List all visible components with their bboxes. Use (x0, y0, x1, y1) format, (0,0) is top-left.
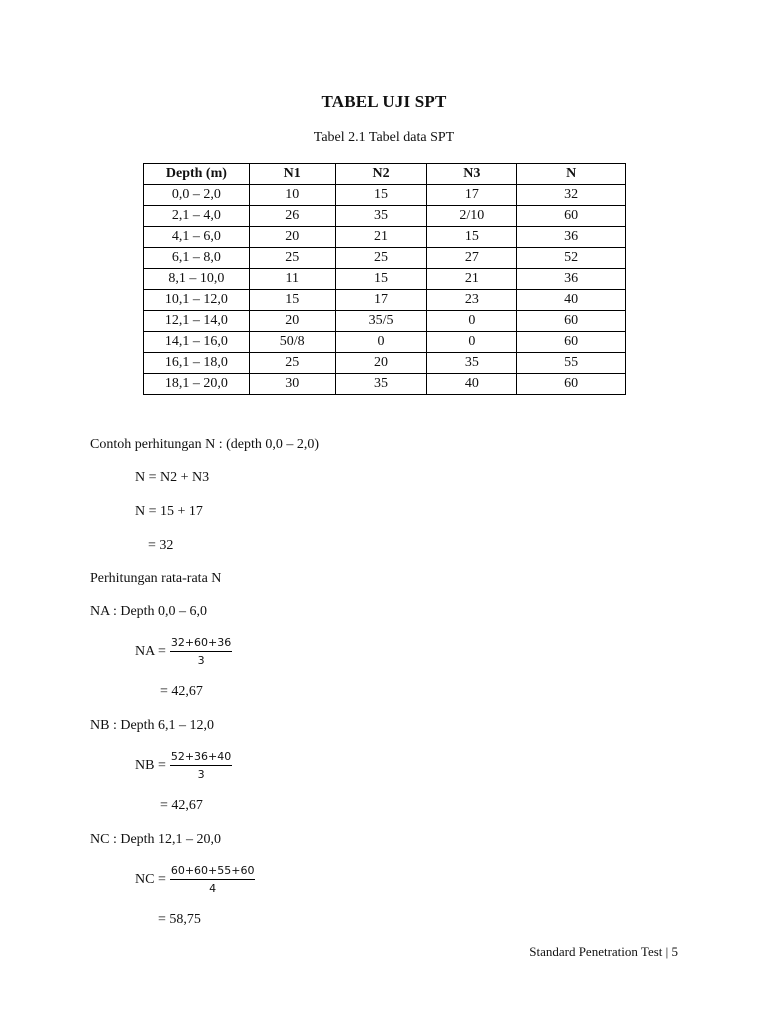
cell-n: 40 (517, 290, 626, 311)
table-body (144, 185, 626, 395)
na-result: = 42,67 (160, 684, 203, 699)
cell-n1: 30 (249, 374, 335, 395)
cell-n3: 0 (427, 311, 517, 332)
na-denominator: 3 (197, 654, 205, 667)
cell-n3: 21 (427, 269, 517, 290)
cell-depth: 0,0 – 2,0 (144, 185, 250, 206)
na-numerator: 32+60+36 (170, 636, 232, 652)
nb-lhs: NB = (135, 757, 166, 773)
nc-numerator: 60+60+55+60 (170, 864, 256, 880)
page-title: TABEL UJI SPT (321, 92, 447, 111)
cell-depth: 12,1 – 14,0 (144, 311, 250, 332)
cell-depth: 2,1 – 4,0 (144, 206, 250, 227)
table-row (144, 227, 626, 248)
header-depth: Depth (m) (144, 164, 250, 185)
cell-n1: 25 (249, 353, 335, 374)
example-formula: N = N2 + N3 (135, 470, 210, 485)
header-n1: N1 (249, 164, 335, 185)
cell-n2: 35 (335, 374, 427, 395)
page-footer: Standard Penetration Test | 5 (529, 944, 678, 959)
nc-denominator: 4 (209, 882, 217, 895)
table-row (144, 353, 626, 374)
table-row (144, 374, 626, 395)
cell-n2: 35/5 (335, 311, 427, 332)
table-caption: Tabel 2.1 Tabel data SPT (313, 130, 455, 145)
cell-n2: 21 (335, 227, 427, 248)
cell-n1: 15 (249, 290, 335, 311)
header-n: N (517, 164, 626, 185)
cell-n: 60 (517, 332, 626, 353)
table-header-row (144, 164, 626, 185)
nb-result: = 42,67 (160, 798, 203, 813)
cell-n2: 20 (335, 353, 427, 374)
cell-n3: 2/10 (427, 206, 517, 227)
table-row (144, 206, 626, 227)
na-label: NA : Depth 0,0 – 6,0 (90, 604, 208, 619)
cell-n: 60 (517, 206, 626, 227)
cell-depth: 10,1 – 12,0 (144, 290, 250, 311)
cell-depth: 14,1 – 16,0 (144, 332, 250, 353)
spt-data-table (143, 163, 626, 395)
table-row (144, 269, 626, 290)
cell-n3: 17 (427, 185, 517, 206)
cell-n1: 20 (249, 227, 335, 248)
cell-n1: 10 (249, 185, 335, 206)
cell-n3: 40 (427, 374, 517, 395)
cell-n: 52 (517, 248, 626, 269)
cell-depth: 18,1 – 20,0 (144, 374, 250, 395)
cell-n2: 15 (335, 269, 427, 290)
cell-n2: 0 (335, 332, 427, 353)
cell-n2: 15 (335, 185, 427, 206)
table-row (144, 248, 626, 269)
cell-n: 60 (517, 311, 626, 332)
cell-n: 55 (517, 353, 626, 374)
cell-n3: 35 (427, 353, 517, 374)
nb-numerator: 52+36+40 (170, 750, 232, 766)
nb-fraction (170, 750, 232, 781)
cell-depth: 6,1 – 8,0 (144, 248, 250, 269)
table-row (144, 185, 626, 206)
cell-n: 32 (517, 185, 626, 206)
na-lhs: NA = (135, 643, 166, 659)
nb-denominator: 3 (197, 768, 205, 781)
cell-depth: 4,1 – 6,0 (144, 227, 250, 248)
example-result: = 32 (148, 538, 174, 553)
cell-n1: 26 (249, 206, 335, 227)
nc-equation (135, 864, 255, 895)
cell-n: 36 (517, 227, 626, 248)
cell-n2: 25 (335, 248, 427, 269)
header-n3: N3 (427, 164, 517, 185)
cell-n1: 25 (249, 248, 335, 269)
example-substitution: N = 15 + 17 (135, 504, 203, 519)
cell-n1: 20 (249, 311, 335, 332)
na-fraction (170, 636, 232, 667)
cell-n1: 50/8 (249, 332, 335, 353)
table-row (144, 332, 626, 353)
nc-result: = 58,75 (158, 912, 201, 927)
nc-label: NC : Depth 12,1 – 20,0 (90, 832, 222, 847)
nc-lhs: NC = (135, 871, 166, 887)
average-heading: Perhitungan rata-rata N (90, 571, 222, 586)
cell-n: 36 (517, 269, 626, 290)
cell-n3: 15 (427, 227, 517, 248)
table-row (144, 311, 626, 332)
cell-n2: 17 (335, 290, 427, 311)
header-n2: N2 (335, 164, 427, 185)
cell-n2: 35 (335, 206, 427, 227)
cell-depth: 16,1 – 18,0 (144, 353, 250, 374)
nc-fraction (170, 864, 256, 895)
cell-n3: 27 (427, 248, 517, 269)
cell-n1: 11 (249, 269, 335, 290)
cell-n3: 0 (427, 332, 517, 353)
cell-n3: 23 (427, 290, 517, 311)
na-equation (135, 636, 232, 667)
table-row (144, 290, 626, 311)
cell-depth: 8,1 – 10,0 (144, 269, 250, 290)
nb-equation (135, 750, 232, 781)
example-heading: Contoh perhitungan N : (depth 0,0 – 2,0) (90, 437, 320, 452)
cell-n: 60 (517, 374, 626, 395)
nb-label: NB : Depth 6,1 – 12,0 (90, 718, 215, 733)
